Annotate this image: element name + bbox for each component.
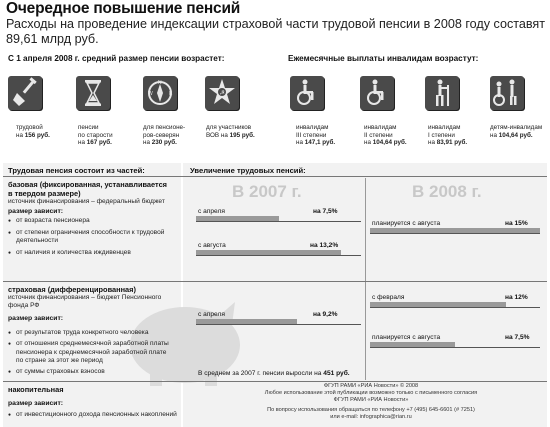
bar-value: на 7,5% bbox=[505, 334, 530, 341]
section-divider bbox=[3, 281, 547, 282]
year-2008-label: В 2008 г. bbox=[412, 182, 482, 201]
bar-label: планируется с августа bbox=[372, 220, 441, 227]
copyright-footer: ФГУП РАМИ «РИА Новости» © 2008 Любое использование этой публикации возможно только с письменного согласия ФГУП РАМИ «РИА Новости» По вопросу использования обращаться по телефону +7 (495) 645-6601 (# 7251) или e-mail: infographica@rian.ru bbox=[264, 383, 478, 420]
svg-text:E: E bbox=[169, 91, 173, 97]
pension-icon-hourglass bbox=[76, 76, 110, 110]
bar-label: с апреля bbox=[198, 311, 225, 318]
pension-icon-shovel bbox=[8, 76, 42, 110]
svg-text:W: W bbox=[148, 91, 153, 97]
composition-header: Трудовая пенсия состоит из частей: bbox=[8, 166, 145, 175]
pension-increase-heading: С 1 апреля 2008 г. средний размер пенсии возрастет: bbox=[8, 54, 225, 63]
bar-label: с апреля bbox=[198, 208, 225, 215]
disability-caption-1: инвалидам I степени на 83,91 руб. bbox=[428, 124, 468, 147]
pension-caption-3: для пенсионе- ров-северян на 230 руб. bbox=[143, 124, 186, 147]
bar-baseline bbox=[370, 233, 540, 234]
header-divider bbox=[3, 176, 547, 177]
wheelchair-icon bbox=[360, 76, 394, 110]
pension-caption-2: пенсии по старости на 167 руб. bbox=[78, 124, 113, 147]
disability-caption-2: инвалидам II степени на 104,64 руб. bbox=[364, 124, 407, 147]
bar-baseline bbox=[370, 347, 540, 348]
bar-label: планируется с августа bbox=[372, 334, 441, 341]
bar-value: на 15% bbox=[505, 220, 528, 227]
shovel-icon bbox=[8, 76, 42, 110]
child-wheelchair-icon bbox=[490, 76, 524, 110]
bar-baseline bbox=[196, 324, 361, 325]
disability-caption-children: детям-инвалидам на 104,64 руб. bbox=[490, 124, 543, 139]
funded-part: накопительная размер зависит: ● от инвестиционного дохода пенсионных накоплений bbox=[8, 385, 183, 419]
pension-icon-compass bbox=[143, 76, 177, 110]
compass-icon bbox=[143, 76, 177, 110]
bar-value: на 13,2% bbox=[310, 242, 339, 249]
disability-icon-children bbox=[490, 76, 524, 110]
war-medal-icon bbox=[205, 76, 239, 110]
bar-baseline bbox=[196, 221, 361, 222]
page-subtitle: Расходы на проведение индексации страховой части трудовой пенсии в 2008 году составят 89,61 млрд руб. bbox=[6, 17, 546, 46]
pension-caption-1: трудовой на 156 руб. bbox=[16, 124, 50, 139]
year-divider bbox=[365, 178, 366, 380]
pension-icon-medal bbox=[205, 76, 239, 110]
base-part: базовая (фиксированная, устанавливается в твердом размере) источник финансирования – федеральный бюджет размер зависит: ● от возраста пенсионера ● от степени ограничения способности к трудовой деятельности ● от наличия и количества иждивенцев bbox=[8, 180, 180, 257]
disability-icon-3 bbox=[290, 76, 324, 110]
disability-caption-3: инвалидам III степени на 147,1 руб. bbox=[296, 124, 336, 147]
disability-icon-2 bbox=[360, 76, 394, 110]
insurance-part: страховая (дифференцированная) источник финансирования – бюджет Пенсионного фонда РФ размер зависит: ● от результатов труда конкретного человека ● от отношения среднемесячной заработной платы пенсионера к среднемесячной заработной плате по стране за этот же период ● от суммы страховых взносов bbox=[8, 285, 180, 377]
bar-value: на 12% bbox=[505, 294, 528, 301]
crutch-icon bbox=[425, 76, 459, 110]
section-divider bbox=[3, 381, 547, 382]
increase-header: Увеличение трудовых пенсий: bbox=[190, 166, 306, 175]
hourglass-icon bbox=[76, 76, 110, 110]
disability-icon-1 bbox=[425, 76, 459, 110]
page-title: Очередное повышение пенсий bbox=[6, 0, 241, 17]
bar-value: на 9,2% bbox=[313, 311, 338, 318]
avg-increase-note: В среднем за 2007 г. пенсии выросли на 451 руб. bbox=[198, 370, 350, 377]
bar-label: с августа bbox=[198, 242, 226, 249]
svg-text:N: N bbox=[158, 80, 162, 86]
svg-text:☭: ☭ bbox=[219, 90, 225, 97]
pension-caption-4: для участников ВОВ на 195 руб. bbox=[206, 124, 255, 139]
year-2007-label: В 2007 г. bbox=[232, 182, 302, 201]
wheelchair-icon bbox=[290, 76, 324, 110]
bar-value: на 7,5% bbox=[313, 208, 338, 215]
bar-baseline bbox=[370, 307, 540, 308]
bar-label: с февраля bbox=[372, 294, 405, 301]
disability-increase-heading: Ежемесячные выплаты инвалидам возрастут: bbox=[288, 54, 479, 63]
bar-baseline bbox=[196, 255, 361, 256]
